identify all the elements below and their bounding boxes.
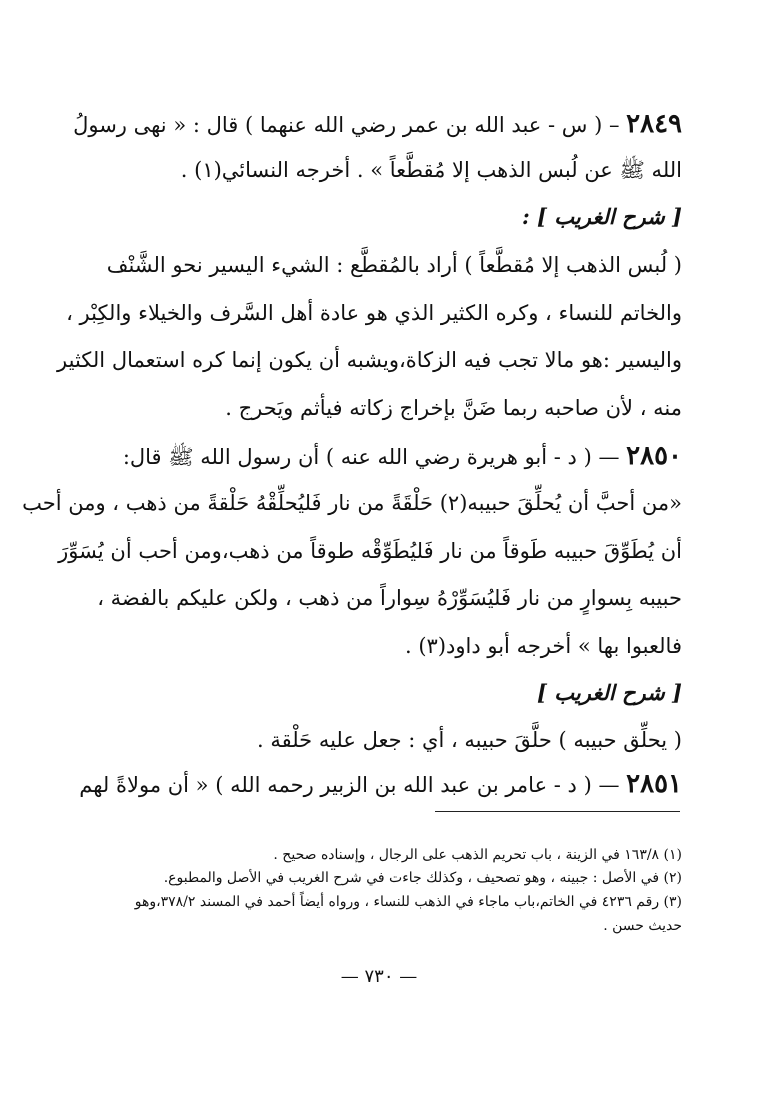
hadith-number-2851: ٢٨٥١	[626, 769, 682, 799]
hadith-2849-intro: – ( س - عبد الله بن عمر رضي الله عنهما ) قال : « نهى رسولُ	[73, 113, 620, 137]
hadith-2849-line-1	[73, 108, 682, 142]
footnote-2: (٢) في الأصل : جبينه ، وهو تصحيف ، وكذلك جاءت في شرح الغريب في الأصل والمطبوع.	[163, 870, 682, 886]
hadith-2850-line-4: حبيبه بِسوارٍ من نار فَليُسَوِّرْهُ سِواراً من ذهب ، ولكن عليكم بالفضة ،	[97, 586, 682, 610]
gharib-heading-2849: [ شرح الغريب ] :	[521, 204, 682, 229]
page-number: — ٧٣٠ —	[340, 966, 418, 987]
footnote-1: (١) ١٦٣/٨ في الزينة ، باب تحريم الذهب على الرجال ، وإسناده صحيح .	[273, 847, 682, 863]
hadith-2851-intro: — ( د - عامر بن عبد الله بن الزبير رحمه الله ) « أن مولاةً لهم	[79, 773, 620, 797]
hadith-number-2849: ٢٨٤٩	[626, 109, 682, 139]
hadith-2851-line-1	[79, 768, 682, 802]
gharib-2850-line-1: ( يحلِّق حبيبه ) حلَّقَ حبيبه ، أي : جعل عليه حَلْقة .	[256, 728, 682, 752]
hadith-2850-intro: — ( د - أبو هريرة رضي الله عنه ) أن رسول الله ﷺ قال:	[122, 445, 620, 469]
gharib-2849-line-1: ( لُبس الذهب إلا مُقطَّعاً ) أراد بالمُقطَّع : الشيء اليسير نحو الشَّنْف	[106, 253, 682, 277]
gharib-2849-line-4: منه ، لأن صاحبه ربما ضَنَّ بإخراج زكاته فيأثم ويَحرج .	[225, 396, 682, 420]
hadith-2849-line-2: الله ﷺ عن لُبس الذهب إلا مُقطَّعاً » . أخرجه النسائي(١) .	[180, 158, 682, 182]
footnote-divider	[435, 811, 680, 812]
hadith-2850-line-2: «من أحبَّ أن يُحلِّقَ حبيبه(٢) حَلْقَةً من نار فَليُحلِّقْهُ حَلْقةً من ذهب ، ومن أحب	[22, 491, 682, 515]
footnote-3: (٣) رقم ٤٢٣٦ في الخاتم،باب ماجاء في الذهب للنساء ، ورواه أيضاً أحمد في المسند ٣٧٨/٢،وهو	[134, 894, 682, 910]
hadith-2850-line-1	[82, 440, 682, 474]
gharib-2849-line-3: واليسير :هو مالا تجب فيه الزكاة،ويشبه أن يكون إنما كره استعمال الكثير	[57, 348, 682, 372]
gharib-heading-2850: [ شرح الغريب ]	[537, 680, 682, 705]
hadith-number-2850: ٢٨٥٠	[626, 441, 682, 471]
footnote-3-continued: حديث حسن .	[603, 918, 682, 934]
hadith-2850-line-3: أن يُطَوِّقَ حبيبه طَوقاً من نار فَليُطَوِّقْه طوقاً من ذهب،ومن أحب أن يُسَوِّرَ	[58, 539, 682, 563]
gharib-2849-line-2: والخاتم للنساء ، وكره الكثير الذي هو عادة أهل السَّرف والخيلاء والكِبْر ،	[66, 301, 682, 325]
hadith-2850-line-5: فالعبوا بها » أخرجه أبو داود(٣) .	[404, 634, 682, 658]
